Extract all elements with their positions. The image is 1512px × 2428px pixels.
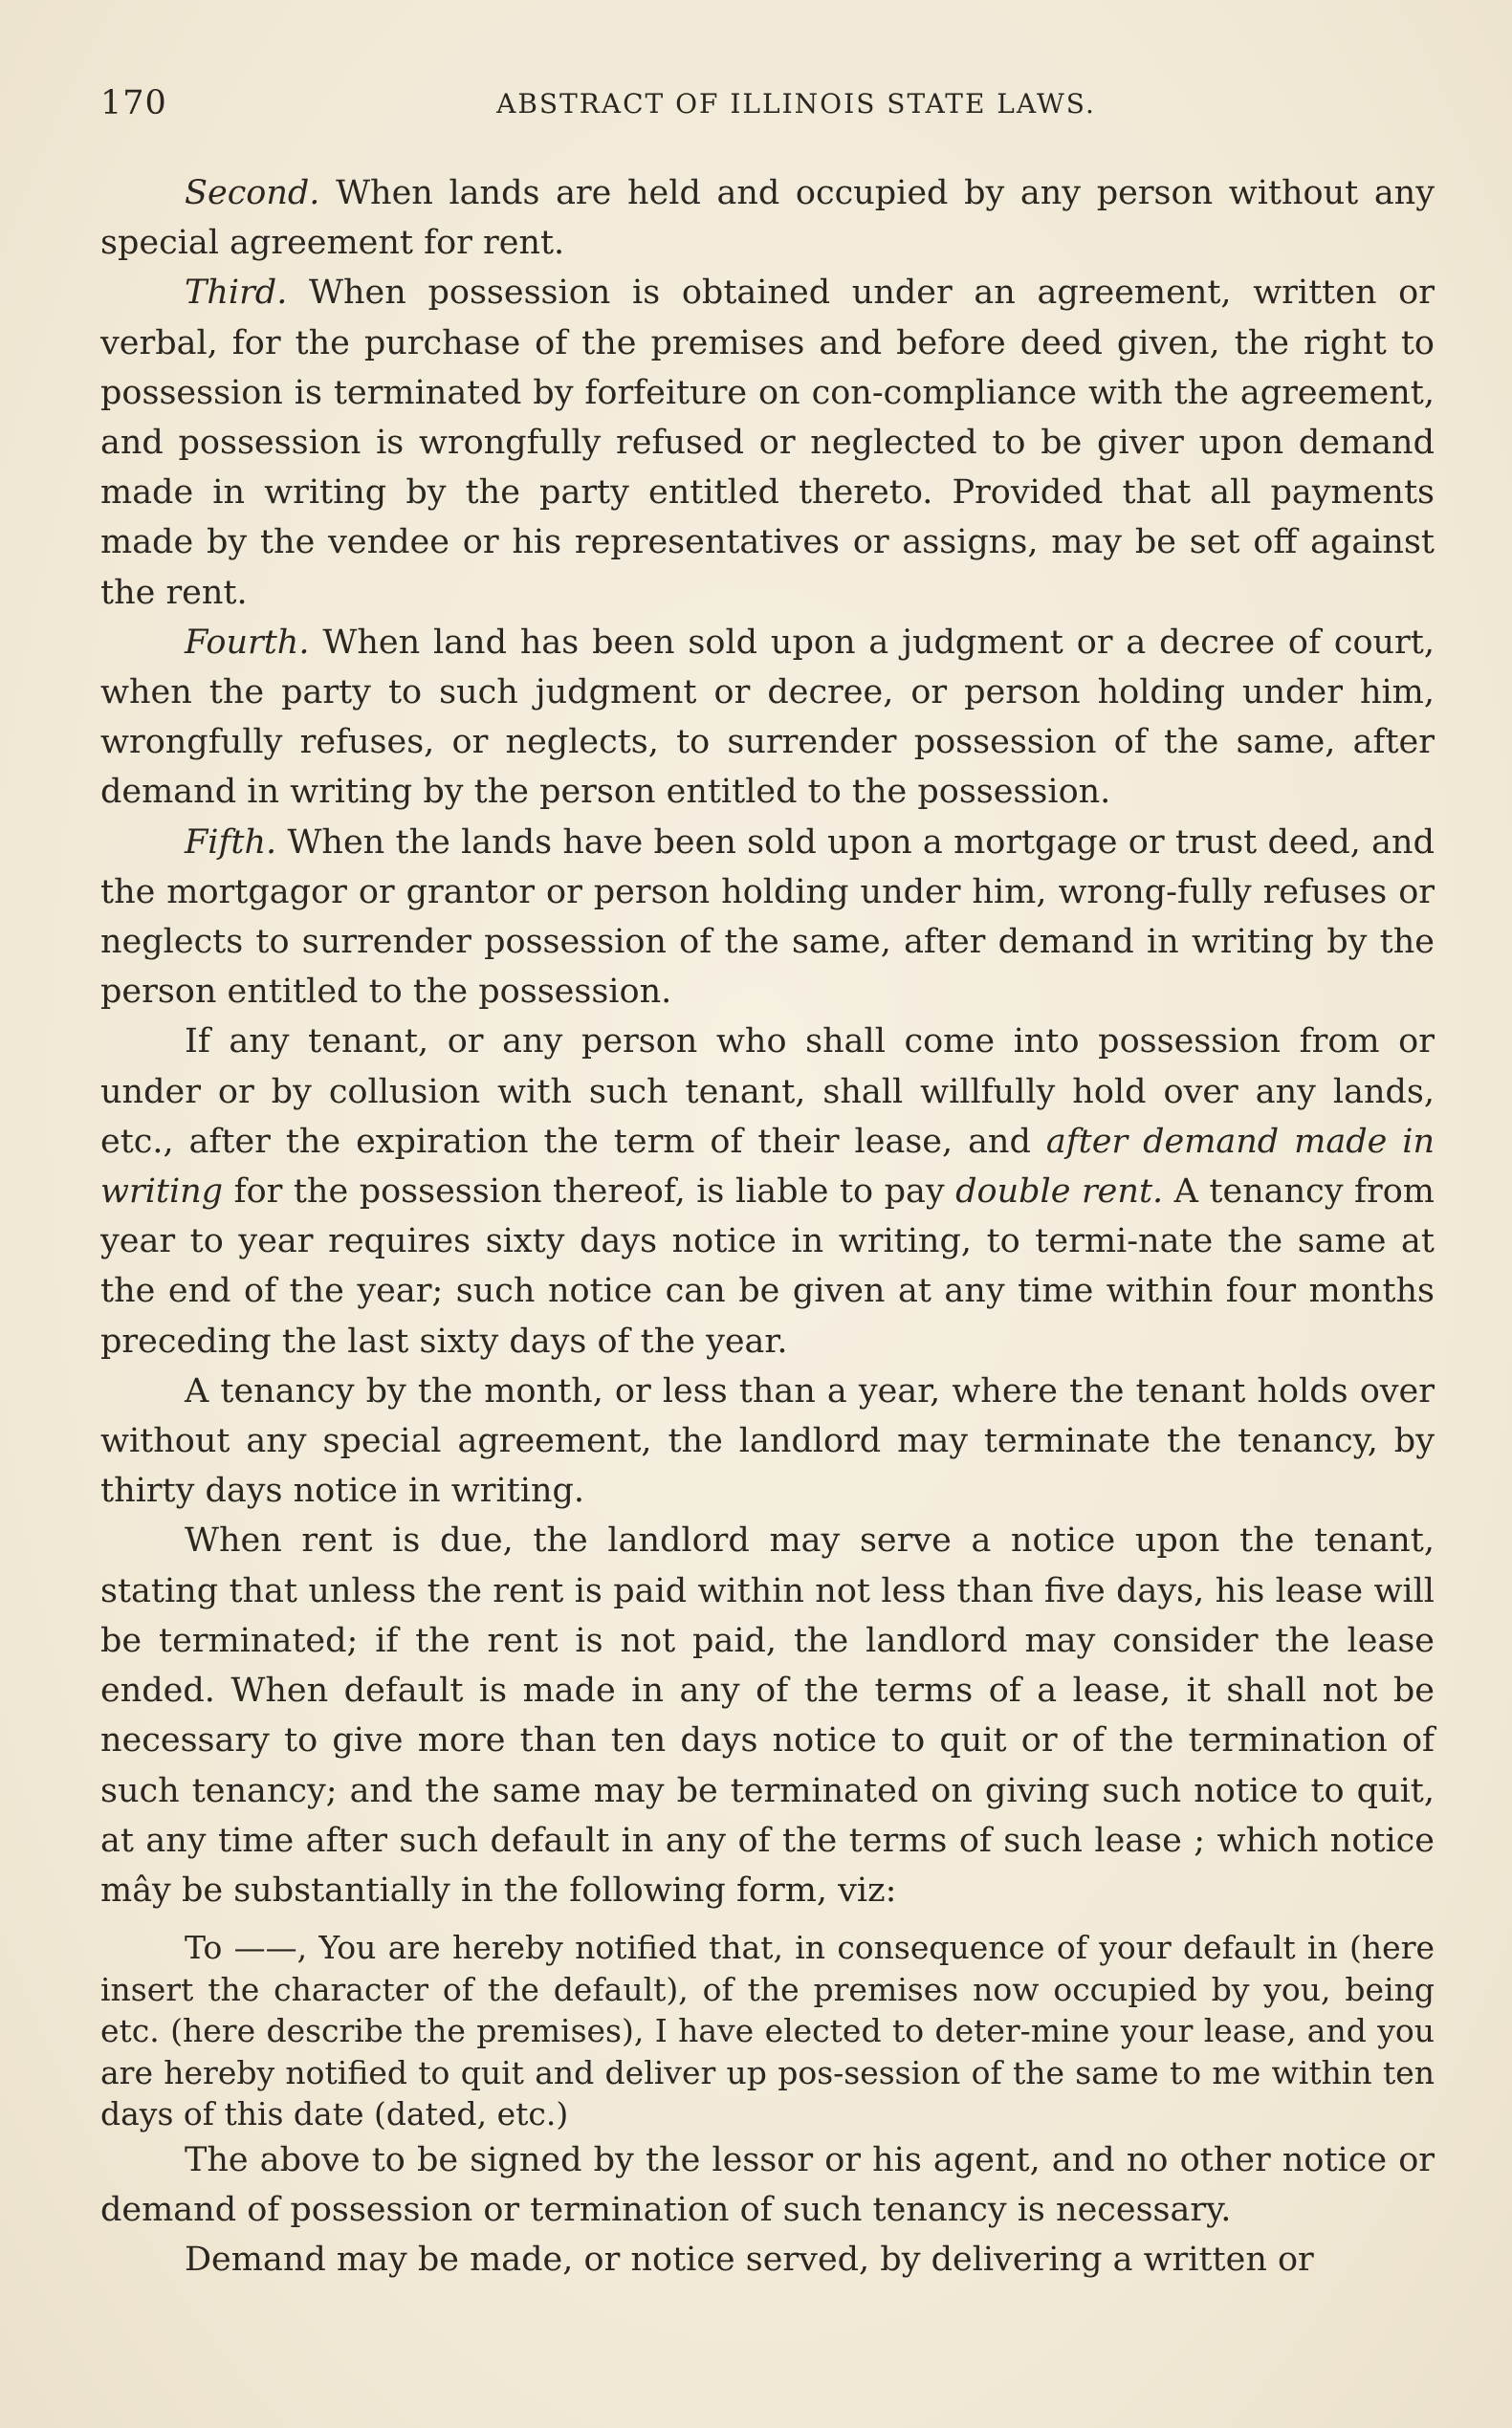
paragraph-fifth <box>100 818 1435 1017</box>
paragraph-text: When possession is obtained under an agreement, written or verbal, for the purchase of the premises and before deed given, the right to possession is terminated by forfeiture on con-compliance with the agreement, and possession is wrongfully refused or neglected to be giver upon demand made in writing by the party entitled thereto. Provided that all payments made by the vendee or his representatives or assigns, may be set off against the rent. <box>100 273 1435 612</box>
paragraph-label: Fifth. <box>185 822 277 862</box>
notice-form <box>100 1927 1435 2135</box>
body-text <box>100 168 1435 2286</box>
paragraph-label: Second. <box>185 174 320 212</box>
paragraph-text: When land has been sold upon a judgment or a decree of court, when the party to such judgment or decree, or person holding under him, wrongfully refuses, or neglects, to surrender possession of the same, after demand in writing by the person entitled to the possession. <box>100 623 1435 812</box>
notice-form-text: To ——, You are hereby notified that, in consequence of your default in (here insert the character of the default), of the premises now occupied by you, being etc. (here describe the premises), I have elected to deter-mine your lease, and you are hereby notified to quit and deliver up pos-session of the same to me within ten days of this date (dated, etc.) <box>100 1929 1435 2133</box>
emphasis-text: double rent. <box>955 1172 1164 1212</box>
paragraph-fourth <box>100 618 1435 818</box>
paragraph-holdover <box>100 1017 1435 1366</box>
running-head: ABSTRACT OF ILLINOIS STATE LAWS. <box>496 88 1096 120</box>
emphasis-text: after demand made in writing <box>100 1122 1435 1212</box>
paragraph-demand: Demand may be made, or notice served, by delivering a written or <box>185 2241 1314 2280</box>
page-header <box>100 84 1435 132</box>
paragraph-text: When lands are held and occupied by any person without any special agreement for rent. <box>100 174 1435 263</box>
paragraph-label: Third. <box>185 273 288 313</box>
paragraph-third <box>100 268 1435 617</box>
paragraph-text: A tenancy from year to year requires sixty days notice in writing, to termi-nate the same at the end of the year; such notice can be given at any time within four months preceding the last sixty days of the year. <box>100 1172 1435 1361</box>
paragraph-text: for the possession thereof, is liable to pay <box>233 1172 945 1212</box>
paragraph-signed: The above to be signed by the lessor or his agent, and no other notice or demand of possession or termination of such tenancy is necessary. <box>100 2141 1435 2230</box>
paragraph-text: When the lands have been sold upon a mortgage or trust deed, and the mortgagor or grantor or person holding under him, wrong-fully refuses or neglects to surrender possession of the same, after demand in writing by the person entitled to the possession. <box>100 822 1435 1012</box>
paragraph-monthly: A tenancy by the month, or less than a year, where the tenant holds over without any special agreement, the landlord may terminate the tenancy, by thirty days notice in writing. <box>100 1371 1435 1511</box>
paragraph-second <box>100 168 1435 268</box>
paragraph-text: If any tenant, or any person who shall come into possession from or under or by collusion with such tenant, shall willfully hold over any lands, etc., after the expiration the term of their lease, and <box>100 1022 1435 1161</box>
paragraph-label: Fourth. <box>185 623 310 662</box>
page-number: 170 <box>100 84 167 122</box>
paragraph-rent-due: When rent is due, the landlord may serve a notice upon the tenant, stating that unless the rent is paid within not less than five days, his lease will be terminated; if the rent is not paid, the landlord may consider the lease ended. When default is made in any of the terms of a lease, it shall not be necessary to give more than ten days notice to quit or of the termination of such tenancy; and the same may be terminated on giving such notice to quit, at any time after such default in any of the terms of such lease ; which notice mây be substantially in the following form, viz: <box>100 1521 1435 1910</box>
